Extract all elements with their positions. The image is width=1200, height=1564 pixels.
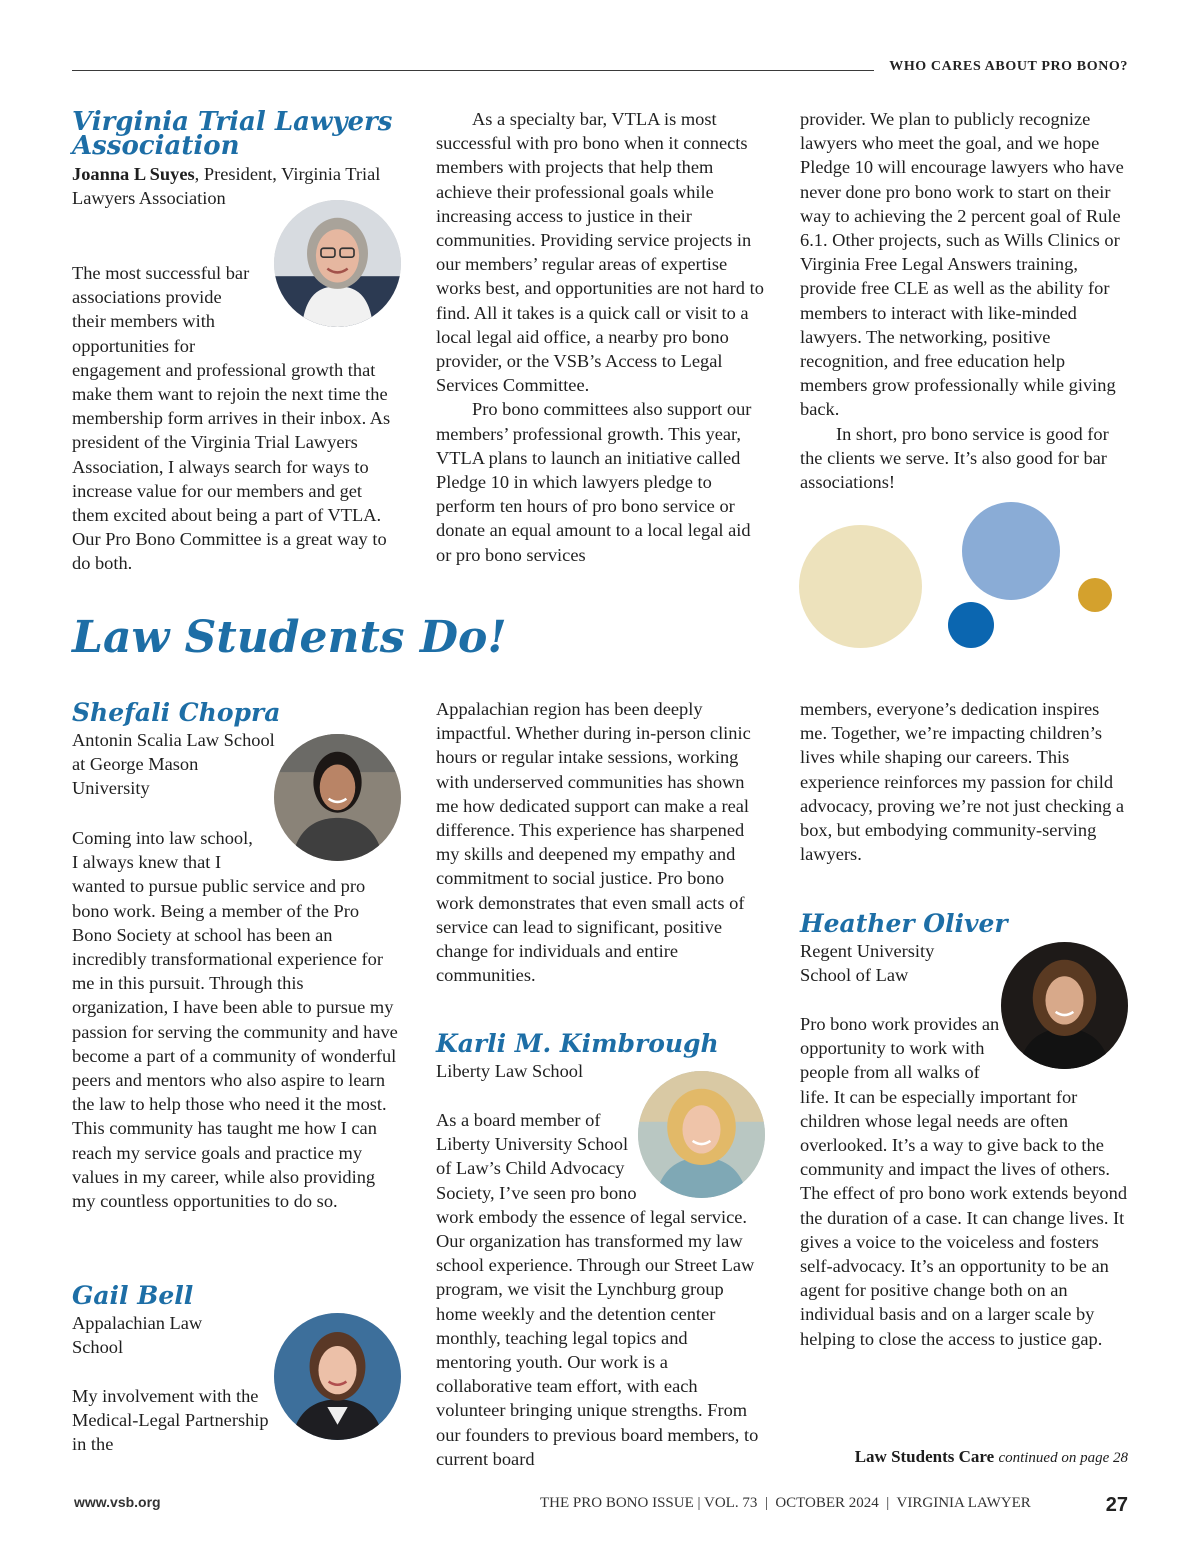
oliver-text-block bbox=[800, 1012, 1130, 1351]
law-students-heading: Law Students Do! bbox=[72, 612, 507, 663]
bell-text-continued: Appalachian region has been deeply impactful. Whether during in-person clinic hours or regular intake sessions, working with underserved communities has shown me how dedicated support can make a real difference. This experience has sharpened my skills and deepened my empathy and commitment to social justice. Pro bono work demonstrates that even small acts of service can lead to significant, positive change for individuals and entire communities. bbox=[436, 699, 751, 986]
chopra-school: Antonin Scalia Law School at George Mason University bbox=[72, 730, 275, 799]
kimbrough-text-block bbox=[436, 1108, 766, 1471]
header-rule bbox=[72, 70, 874, 71]
footer-website: www.vsb.org bbox=[74, 1494, 161, 1510]
decorative-circle-gold bbox=[1078, 578, 1112, 612]
vtla-col3-paragraph-2: In short, pro bono service is good for the clients we serve. It’s also good for bar associations! bbox=[800, 423, 1109, 493]
decorative-circle-light-blue bbox=[962, 502, 1060, 600]
vtla-col2-paragraph-1: As a specialty bar, VTLA is most successful with pro bono when it connects members with projects that help them achieve their professional goals while increasing access to justice in their communities. Providing service projects in our members’ regular areas of expertise works best, and opportunities are not hard to find. All it takes is a quick call or visit to a local legal aid office, a nearby pro bono provider, or the VSB’s Access to Legal Services Committee. bbox=[436, 109, 764, 396]
oliver-text: Pro bono work provides an opportunity to work with people from all walks of life. It can be especially important for children whose legal needs are often overlooked. It’s a way to give back to the community and impact the lives of others. The effect of pro bono work extends beyond the duration of a case. It can change lives. It gives a voice to the voiceless and fosters self-advocacy. It’s an opportunity to be an agent for positive change both on an individual basis and on a larger scale by helping to close the access to justice gap. bbox=[800, 1014, 1128, 1349]
vtla-column-2 bbox=[436, 107, 766, 567]
kimbrough-name: Karli M. Kimbrough bbox=[436, 1029, 719, 1058]
kimbrough-school: Liberty Law School bbox=[436, 1061, 584, 1081]
footer-issue: THE PRO BONO ISSUE | VOL. 73 | OCTOBER 2024 | VIRGINIA LAWYER bbox=[540, 1495, 1031, 1511]
chopra-text: Coming into law school, I always knew that I wanted to pursue public service and pro bono work. Being a member of the Pro Bono Society at school has been an incredibly transformational experience for me in this pursuit. Through this organization, I have been able to pursue my passion for serving the community and have become a part of a community of wonderful peers and mentors who also aspire to learn the law to help those who need it the most. This community has taught me how I can reach my service goals and practice my values in my career, while also providing my countless opportunities to do so. bbox=[72, 828, 398, 1212]
kimbrough-text: As a board member of Liberty University School of Law’s Child Advocacy Society, I’ve seen pro bono work embody the essence of legal service. Our organization has transformed my law school experience. Through our Street Law program, we visit the Lynchburg group home weekly and the detention center monthly, teaching legal topics and mentoring youth. Our work is a collaborative team effort, with each volunteer bringing unique strengths. From our founders to previous board members, to current board bbox=[436, 1110, 759, 1469]
vtla-author-name: Joanna L Suyes bbox=[72, 164, 195, 184]
bell-school: Appalachian Law School bbox=[72, 1313, 203, 1358]
section-label: WHO CARES ABOUT PRO BONO? bbox=[889, 59, 1128, 74]
vtla-col1-paragraph: The most successful bar associations provide their members with opportunities for engagement and professional growth that make them want to rejoin the next time the membership form arrives in their inbox. As president of the Virginia Trial Lawyers Association, I always search for ways to increase value for our members and get them excited about being a part of VTLA. Our Pro Bono Committee is a great way to do both. bbox=[72, 263, 391, 574]
vtla-col3-paragraph-1: provider. We plan to publicly recognize lawyers who meet the goal, and we hope Pledge 10 will encourage lawyers who have never done pro bono work to start on their way to achieving the 2 percent goal of Rule 6.1. Other projects, such as Wills Clinics or Virginia Free Legal Answers training, provide free CLE as well as the ability for members to interact with like-minded lawyers. The networking, positive recognition, and free education help members grow professionally while giving back. bbox=[800, 109, 1124, 420]
oliver-name: Heather Oliver bbox=[800, 909, 1008, 938]
continued-note bbox=[855, 1447, 1128, 1467]
vtla-column-3 bbox=[800, 107, 1130, 494]
vtla-author-title: , President, Virginia Trial Lawyers Association bbox=[72, 164, 381, 209]
vtla-col1-text-block bbox=[72, 261, 402, 581]
vtla-column-1 bbox=[72, 107, 402, 210]
vtla-heading: Virginia Trial Lawyers Association bbox=[72, 107, 393, 161]
vtla-col2-paragraph-2: Pro bono committees also support our members’ professional growth. This year, VTLA plans to launch an initiative called Pledge 10 in which lawyers pledge to perform ten hours of pro bono service or donate an equal amount to a local legal aid or pro bono services bbox=[436, 399, 752, 565]
continued-title: Law Students Care bbox=[854, 1447, 995, 1466]
bell-photo-icon bbox=[274, 1313, 401, 1440]
oliver-school: Regent University School of Law bbox=[800, 941, 935, 986]
continued-page-note: continued on page 28 bbox=[998, 1450, 1128, 1466]
chopra-text-block bbox=[72, 826, 402, 1213]
bell-portrait bbox=[274, 1313, 401, 1440]
page-number: 27 bbox=[1105, 1494, 1128, 1516]
kimbrough-text-continued: members, everyone’s dedication inspires me. Together, we’re impacting children’s lives while shaping our careers. This experience reinforces my passion for child advocacy, proving we’re not just checking a box, but embodying community-serving lawyers. bbox=[800, 699, 1125, 865]
bell-name: Gail Bell bbox=[72, 1281, 194, 1310]
decorative-circle-blue bbox=[948, 602, 994, 648]
decorative-circle-cream bbox=[799, 525, 922, 648]
chopra-name: Shefali Chopra bbox=[72, 698, 281, 727]
bell-text-start: My involvement with the Medical-Legal Partnership in the bbox=[72, 1386, 269, 1455]
